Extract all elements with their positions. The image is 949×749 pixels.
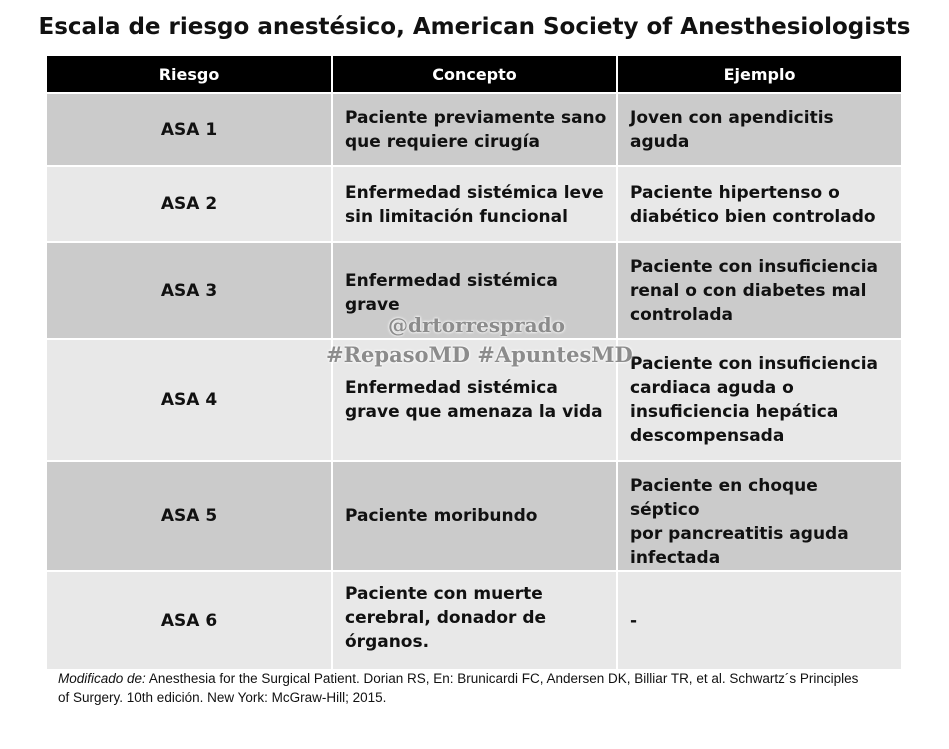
- example-cell: [617, 339, 901, 461]
- example-cell: [617, 461, 901, 571]
- concept-line: Enfermedad sistémica leve: [345, 183, 604, 203]
- concept-line: Enfermedad sistémica: [345, 271, 558, 291]
- example-line: Paciente con insuficiencia: [630, 354, 879, 374]
- example-line: por pancreatitis aguda: [630, 524, 849, 544]
- example-line: Joven con apendicitis: [630, 108, 834, 128]
- example-line: renal o con diabetes mal: [630, 281, 867, 301]
- example-cell: [617, 242, 901, 339]
- watermark-handle: @drtorresprado: [388, 313, 565, 337]
- citation-line-1: [58, 669, 908, 688]
- example-line: insuficiencia hepática: [630, 402, 839, 422]
- table-row: [47, 93, 901, 166]
- concept-cell: [332, 93, 617, 166]
- concept-line: Paciente previamente sano: [345, 108, 607, 128]
- watermark-hashtags: #RepasoMD #ApuntesMD: [326, 342, 633, 367]
- example-line: diabético bien controlado: [630, 207, 876, 227]
- risk-cell: ASA 3: [47, 242, 332, 339]
- citation-text-1: Anesthesia for the Surgical Patient. Dorian RS, En: Brunicardi FC, Andersen DK, Billiar TR, et al. Schwartz´s Principles: [145, 671, 859, 686]
- table-row: [47, 461, 901, 571]
- concept-line: sin limitación funcional: [345, 207, 568, 227]
- concept-line: Paciente moribundo: [345, 506, 538, 526]
- citation-label: Modificado de:: [58, 671, 146, 686]
- example-cell: [617, 571, 901, 669]
- header-ejemplo: Ejemplo: [617, 56, 901, 93]
- risk-cell: ASA 5: [47, 461, 332, 571]
- concept-cell: [332, 166, 617, 242]
- table-row: [47, 571, 901, 669]
- example-cell: [617, 93, 901, 166]
- page-title: Escala de riesgo anestésico, American Society of Anesthesiologists: [38, 14, 911, 40]
- risk-cell: ASA 2: [47, 166, 332, 242]
- example-line: Paciente hipertenso o: [630, 183, 840, 203]
- header-riesgo: Riesgo: [47, 56, 332, 93]
- example-cell: [617, 166, 901, 242]
- example-line: Paciente con insuficiencia: [630, 257, 879, 277]
- concept-line: que requiere cirugía: [345, 132, 540, 152]
- risk-cell: ASA 1: [47, 93, 332, 166]
- concept-cell: [332, 571, 617, 669]
- concept-cell: [332, 461, 617, 571]
- example-line: descompensada: [630, 426, 785, 446]
- example-line: controlada: [630, 305, 733, 325]
- source-citation: [58, 669, 908, 707]
- example-line: cardiaca aguda o: [630, 378, 794, 398]
- example-line: -: [630, 610, 638, 631]
- example-line: infectada: [630, 548, 721, 568]
- table-header-row: [47, 56, 901, 93]
- concept-line: Paciente con muerte: [345, 584, 543, 604]
- citation-line-2: of Surgery. 10th edición. New York: McGraw-Hill; 2015.: [58, 690, 387, 705]
- concept-line: Enfermedad sistémica: [345, 378, 558, 398]
- risk-cell: ASA 6: [47, 571, 332, 669]
- example-line: aguda: [630, 132, 690, 152]
- risk-cell: ASA 4: [47, 339, 332, 461]
- header-concepto: Concepto: [332, 56, 617, 93]
- concept-line: cerebral, donador de: [345, 608, 547, 628]
- concept-line: órganos.: [345, 632, 430, 652]
- concept-line: grave: [345, 295, 400, 315]
- table-row: [47, 166, 901, 242]
- example-line: Paciente en choque séptico: [630, 476, 818, 520]
- concept-line: grave que amenaza la vida: [345, 402, 603, 422]
